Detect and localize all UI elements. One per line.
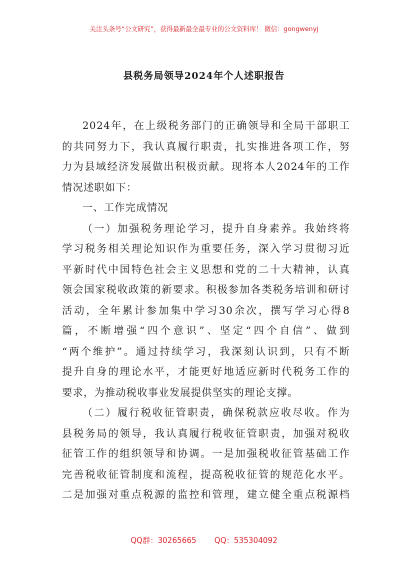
- body-line: 情况述职如下：: [62, 182, 138, 194]
- body-line: 征管工作的组织领导和协调。一是加强税收征管基础工作: [62, 449, 350, 460]
- body-line: 要求，为推动税收事业发展提供坚实的理论支撑。: [62, 387, 299, 399]
- footer-qq-group: QQ群：30265665: [130, 536, 197, 545]
- body-line: （一）加强税务理论学习，提升自身素养。我始终将: [82, 223, 350, 235]
- body-line: 2024年，在上级税务部门的正确领导和全局干部职工: [82, 121, 350, 132]
- body-line: 篇，不断增强“四个意识”、坚定“四个自信”、做到: [62, 326, 350, 337]
- body-line: “两个维护”。通过持续学习，我深刻认识到，只有不断: [62, 346, 350, 358]
- body-line: 平新时代中国特色社会主义思想和党的二十大精神，认真: [62, 264, 350, 276]
- body-line: 的共同努力下，我认真履行职责，扎实推进各项工作，努: [62, 141, 350, 153]
- body-line: 县税务局的领导，我认真履行税收征管职责，加强对税收: [62, 428, 350, 440]
- footer-qq-number: QQ：535304092: [214, 536, 278, 545]
- document-title: 县税务局领导2024年个人述职报告: [123, 71, 285, 82]
- body-line: 完善税收征管制度和流程，提高税收征管的规范化水平。: [62, 469, 350, 481]
- section-heading: 一、工作完成情况: [82, 203, 169, 214]
- footer-contact: [0, 535, 408, 546]
- header-promo-text: 关注头条号“公文研究”，获得最新最全最专业的公文资料库！ 微信：gongwenyj: [89, 25, 319, 33]
- body-line: 力为县域经济发展做出积极贡献。现将本人2024年的工作: [62, 162, 350, 173]
- body-line: 二是加强对重点税源的监控和管理，建立健全重点税源档: [62, 490, 350, 501]
- body-line: 学习税务相关理论知识作为重要任务，深入学习贯彻习近: [62, 244, 350, 255]
- document-body: [62, 117, 350, 507]
- body-line: 活动，全年累计参加集中学习30余次，撰写学习心得8: [62, 305, 350, 317]
- body-line: （二）履行税收征管职责，确保税款应收尽收。作为: [82, 408, 350, 419]
- body-line: 提升自身的理论水平，才能更好地适应新时代税务工作的: [62, 367, 350, 378]
- body-line: 领会国家税收政策的新要求。积极参加各类税务培训和研讨: [62, 285, 350, 296]
